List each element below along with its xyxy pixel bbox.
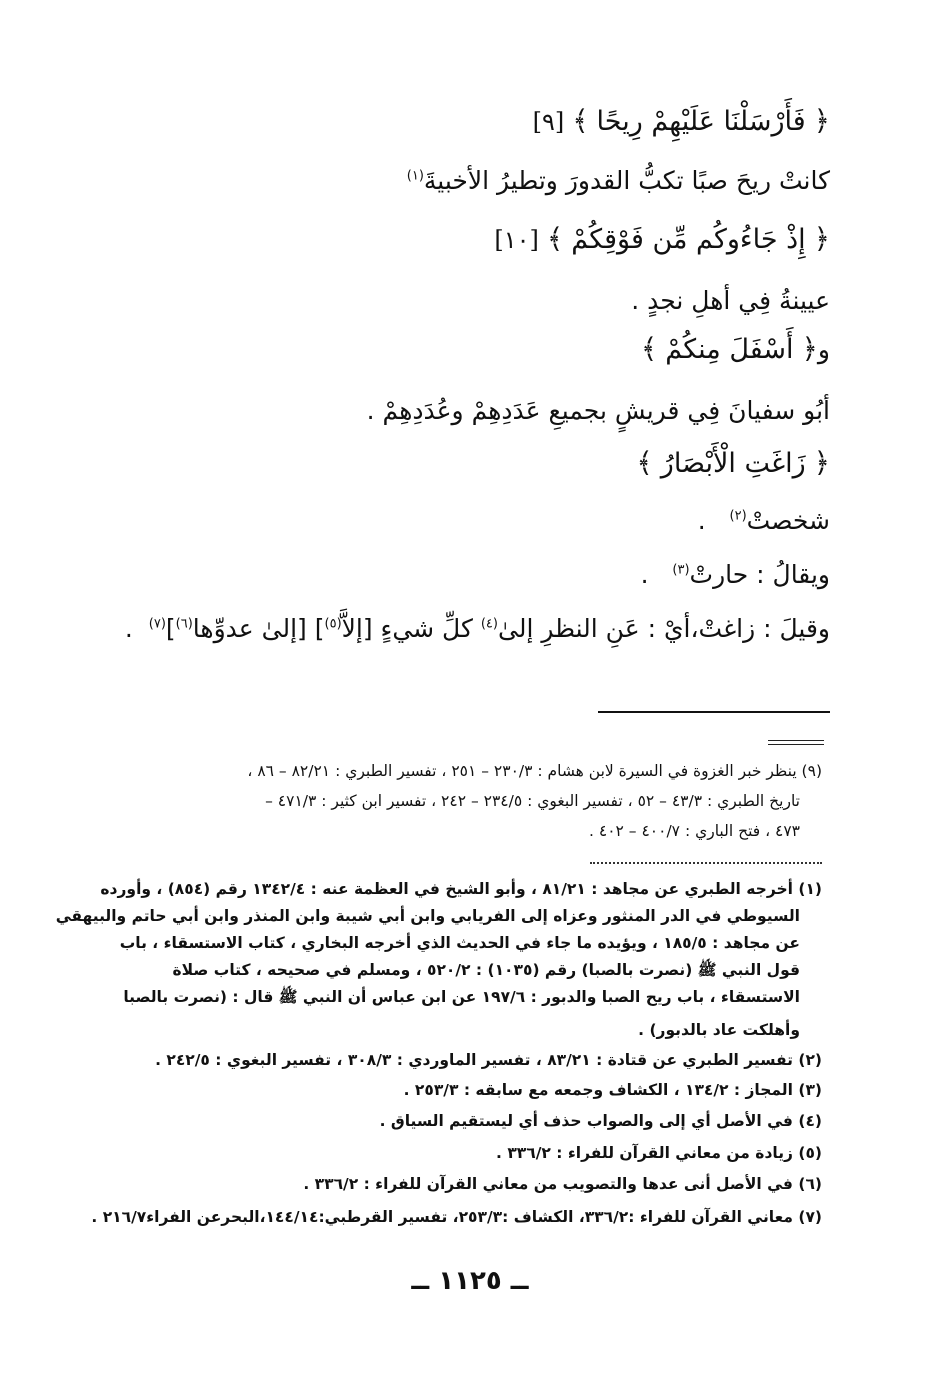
footnote-line: (١) أخرجه الطبري عن مجاهد : ٨١/٢١ ، وأبو الشيخ في العظمة عنه : ١٣٤٢/٤ رقم (٨٥٤) ، وأورده (100, 880, 822, 898)
commentary-text: ] [إلىٰ عدوِّها (192, 614, 325, 643)
commentary-line-5 (70, 558, 830, 592)
footnote-line: السيوطي في الدر المنثور وعزاه إلى الفريابي وابن أبي شيبة وابن المنذر وابن أبي حاتم والبيهقي (55, 907, 800, 925)
quran-bracket-close: ﴾ (636, 446, 653, 479)
footnote-marker-4: (٤) (480, 616, 498, 632)
commentary-line-3 (70, 394, 830, 428)
commentary-text: عيينةُ فِي أهلِ نجدٍ . (631, 286, 830, 315)
commentary-text: كانتْ ريحَ صبًا تكبُّ القدورَ وتطيرُ الأخبيةَ (423, 166, 830, 195)
quran-phrase: إِذْ جَاءُوكُم مِّن فَوْقِكُمْ (571, 224, 806, 255)
footnote-marker-2: (٢) (729, 508, 747, 524)
quran-phrase: أَسْفَلَ مِنكُمْ (665, 334, 794, 365)
verse-footnote-line: ٤٧٣ ، فتح الباري : ٤٠٠/٧ – ٤٠٢ . (589, 822, 800, 840)
page-number: ــ ١١٢٥ ــ (411, 1266, 529, 1296)
verse-line-2 (70, 222, 830, 257)
commentary-text: كلِّ شيءٍ [إلاَّ (341, 614, 473, 643)
quran-bracket-open: ﴿ (813, 222, 830, 255)
double-rule-bottom (768, 744, 824, 745)
commentary-line-1 (70, 164, 830, 198)
quran-bracket-close: ﴾ (572, 104, 589, 137)
commentary-text: وقيلَ : زاغتْ،أيْ : عَنِ النظرِ إلىٰ (497, 614, 830, 643)
period: . (124, 614, 133, 643)
commentary-line-4 (70, 504, 830, 538)
footnote-line: (٤) في الأصل أي إلى والصواب حذف أي ليستقيم السياق . (379, 1112, 822, 1130)
commentary-line-2 (70, 284, 830, 318)
footnote-line: (٣) المجاز : ١٣٤/٢ ، الكشاف وجمعه مع سابقه : ٢٥٣/٣ . (403, 1081, 822, 1099)
footnote-line: (٥) زيادة من معاني القرآن للفراء : ٣٣٦/٢ . (496, 1144, 822, 1162)
footnote-marker-3: (٣) (672, 562, 690, 578)
footnote-line: عن مجاهد : ١٨٥/٥ ، ويؤيده ما جاء في الحديث الذي أخرجه البخاري ، كتاب الاستسقاء ، باب (119, 934, 800, 952)
period: . (640, 560, 649, 589)
period: . (697, 506, 706, 535)
footnote-line: (٦) في الأصل أنى عدها والتصويب من معاني القرآن للفراء : ٣٣٦/٢ . (303, 1175, 822, 1193)
footnote-separator (598, 711, 830, 713)
quran-bracket-open: ﴿ (813, 104, 830, 137)
conjunction-prefix: و (817, 335, 830, 364)
commentary-line-6 (70, 612, 830, 646)
quran-bracket-close: ﴾ (546, 222, 564, 255)
verse-line-4 (70, 446, 830, 481)
quran-phrase: زَاغَتِ الْأَبْصَارُ (660, 448, 806, 479)
commentary-text: ويقالُ : حارتْ (689, 560, 830, 589)
footnote-line: قول النبي ﷺ (نصرت بالصبا) رقم (١٠٣٥) : ٥٢٠/٢ ، ومسلم في صحيحه ، كتاب صلاة (172, 961, 800, 979)
quran-phrase: فَأَرْسَلْنَا عَلَيْهِمْ رِيحًا (596, 106, 806, 137)
commentary-text: شخصتْ (746, 506, 830, 535)
footnote-line: (٢) تفسير الطبري عن قتادة : ٨٣/٢١ ، تفسير الماوردي : ٣٠٨/٣ ، تفسير البغوي : ٢٤٢/٥ . (155, 1051, 822, 1069)
verse-number: [١٠] (494, 226, 539, 254)
verse-footnote-line: تاريخ الطبري : ٤٣/٣ – ٥٢ ، تفسير البغوي : ٢٣٤/٥ – ٢٤٢ ، تفسير ابن كثير : ٤٧١/٣ – (265, 792, 800, 810)
verse-footnote-line: (٩) ينظر خبر الغزوة في السيرة لابن هشام : ٢٣٠/٣ – ٢٥١ ، تفسير الطبري : ٨٢/٢١ – ٨٦ ، (247, 762, 822, 780)
commentary-text: ] (165, 614, 176, 643)
quran-bracket-open: ﴿ (813, 446, 830, 479)
footnote-marker-1: (١) (406, 168, 424, 184)
quran-bracket-open: ﴿ (801, 332, 818, 365)
footnote-marker-7: (٧) (148, 616, 166, 632)
verse-line-1 (70, 104, 830, 139)
commentary-text: أبُو سفيانَ فِي قريشٍ بجميعِ عَدَدِهِمْ وعُدَدِهِمْ . (366, 396, 830, 425)
footnote-marker-6: (٦) (175, 616, 193, 632)
footnote-line: الاستسقاء ، باب ريح الصبا والدبور : ١٩٧/٦ عن ابن عباس أن النبي ﷺ قال : (نصرت بالصبا (123, 988, 800, 1006)
dotted-separator (590, 862, 822, 864)
verse-number: [٩] (532, 108, 565, 136)
quran-bracket-close: ﴾ (640, 332, 658, 365)
double-rule-top (768, 740, 824, 741)
footnote-line: (٧) معاني القرآن للفراء :٣٣٦/٢، الكشاف :٢٥٣/٣، تفسير القرطبي:١٤٤/١٤،البحرعن الفراء٢١٦/٧ . (91, 1208, 822, 1226)
verse-line-3 (70, 332, 830, 367)
footnote-line: وأهلكت عاد بالدبور) . (638, 1021, 800, 1039)
footnote-marker-5: (٥) (324, 616, 342, 632)
